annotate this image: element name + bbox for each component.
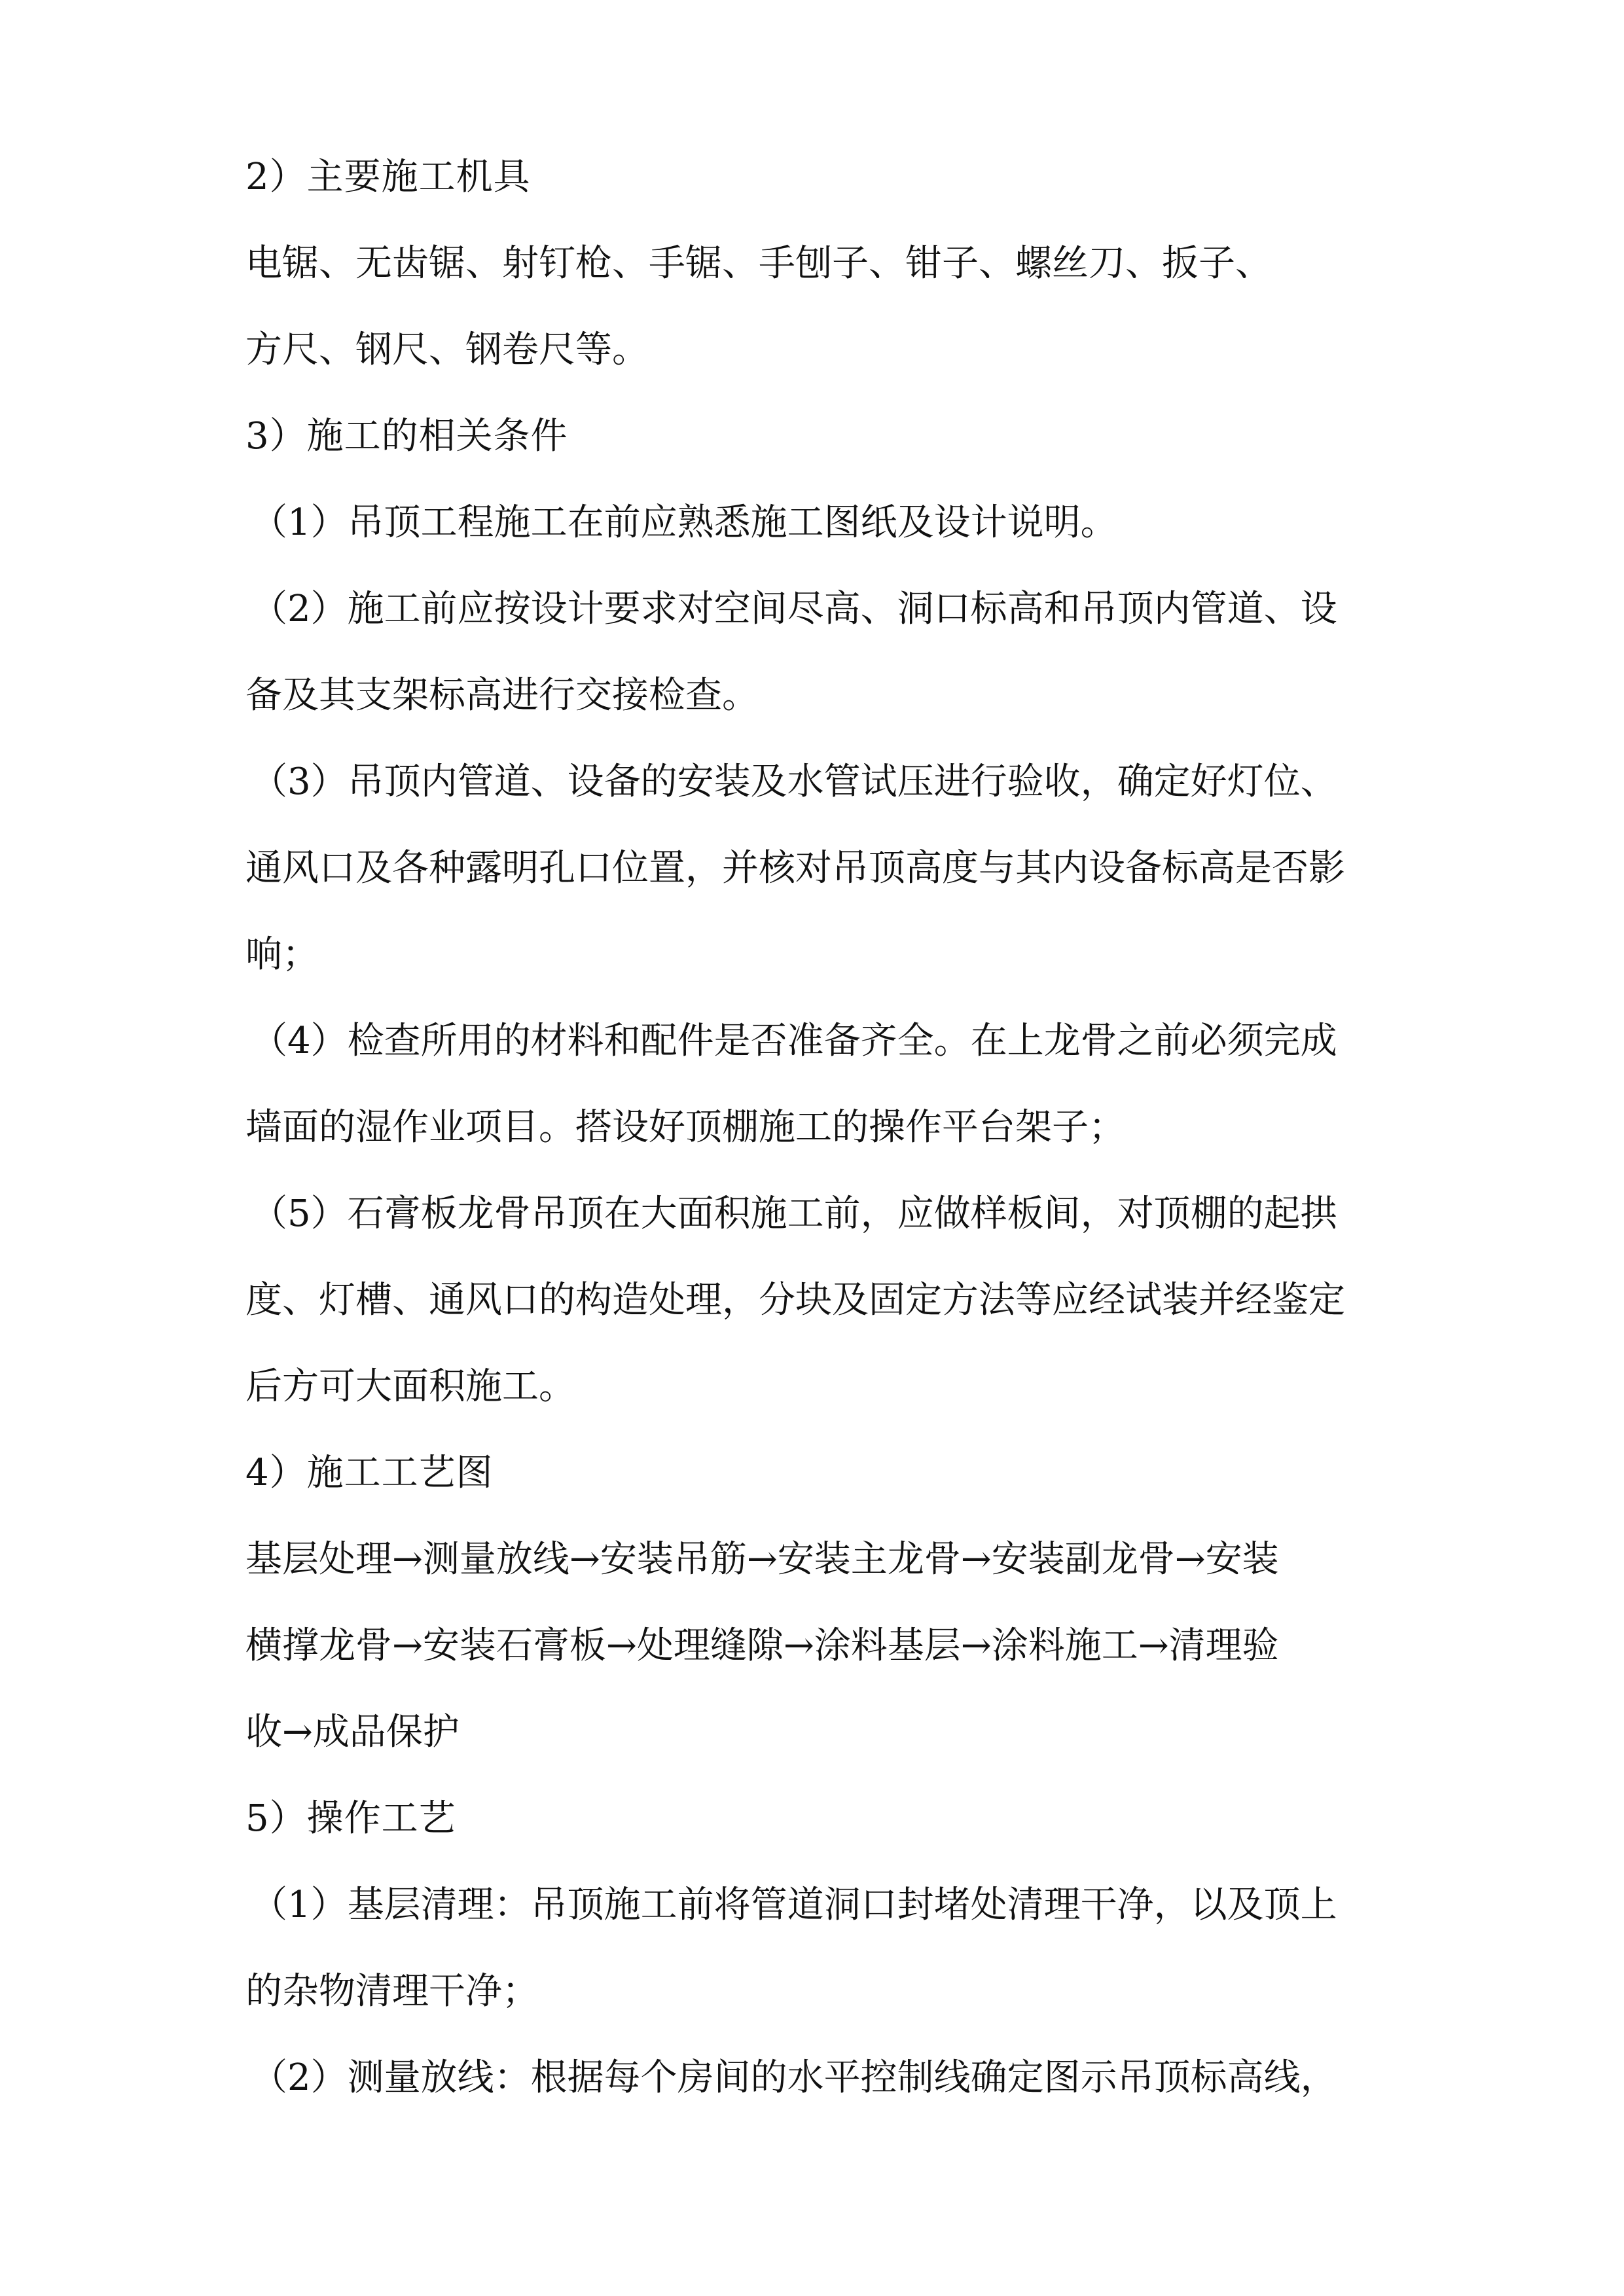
paragraph-line: （4）检查所用的材料和配件是否准备齐全。在上龙骨之前必须完成 — [251, 1020, 1337, 1062]
paragraph-line: 度、灯槽、通风口的构造处理，分块及固定方法等应经试装并经鉴定 — [245, 1279, 1345, 1321]
section-heading-operation: 5）操作工艺 — [245, 1797, 456, 1840]
paragraph-line: 备及其支架标高进行交接检查。 — [245, 674, 759, 717]
paragraph-line: （5）石膏板龙骨吊顶在大面积施工前，应做样板间，对顶棚的起拱 — [251, 1193, 1337, 1235]
paragraph-line: （2）测量放线：根据每个房间的水平控制线确定图示吊顶标高线， — [251, 2056, 1337, 2099]
paragraph-line: （3）吊顶内管道、设备的安装及水管试压进行验收，确定好灯位、 — [251, 761, 1337, 803]
paragraph-line: 横撑龙骨→安装石膏板→处理缝隙→涂料基层→涂料施工→清理验 — [245, 1624, 1279, 1667]
paragraph-line: 的杂物清理干净； — [245, 1970, 539, 2013]
paragraph-line: （1）吊顶工程施工在前应熟悉施工图纸及设计说明。 — [251, 501, 1117, 544]
document-body — [245, 134, 1394, 2121]
paragraph-line: 电锯、无齿锯、射钉枪、手锯、手刨子、钳子、螺丝刀、扳子、 — [245, 242, 1272, 285]
paragraph-line: 收→成品保护 — [245, 1711, 460, 1753]
paragraph-line: （2）施工前应按设计要求对空间尽高、洞口标高和吊顶内管道、设 — [251, 588, 1337, 630]
paragraph-line: 后方可大面积施工。 — [245, 1365, 575, 1408]
section-heading-conditions: 3）施工的相关条件 — [245, 415, 568, 457]
paragraph-line: 基层处理→测量放线→安装吊筋→安装主龙骨→安装副龙骨→安装 — [245, 1538, 1279, 1581]
paragraph-line: 通风口及各种露明孔口位置，并核对吊顶高度与其内设备标高是否影 — [245, 847, 1345, 889]
paragraph-line: （1）基层清理：吊顶施工前将管道洞口封堵处清理干净，以及顶上 — [251, 1884, 1337, 1926]
paragraph-line: 响； — [245, 933, 319, 976]
section-heading-process-diagram: 4）施工工艺图 — [245, 1452, 494, 1494]
paragraph-line: 方尺、钢尺、钢卷尺等。 — [245, 329, 649, 371]
section-heading-tools: 2）主要施工机具 — [245, 156, 531, 198]
paragraph-line: 墙面的湿作业项目。搭设好顶棚施工的操作平台架子； — [245, 1106, 1125, 1149]
